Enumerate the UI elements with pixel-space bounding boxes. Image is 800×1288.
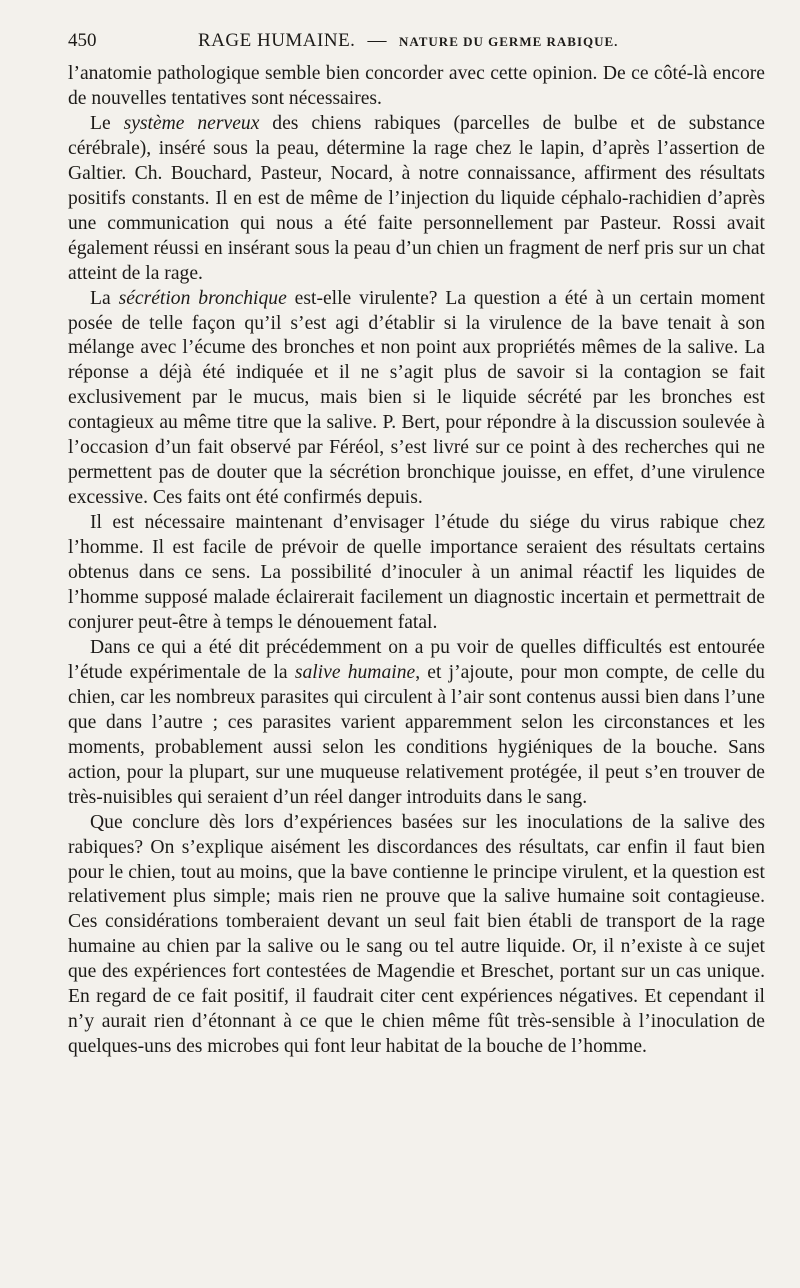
paragraph <box>68 112 765 287</box>
running-title-line <box>198 30 618 52</box>
emphasis-text: sécrétion bronchique <box>118 287 287 309</box>
paragraph <box>68 287 765 512</box>
header-dash: — <box>367 30 387 51</box>
section-title: NATURE DU GERME RABIQUE. <box>398 34 619 49</box>
paragraph-text: Le <box>90 112 124 134</box>
page-number: 450 <box>68 30 97 51</box>
running-header <box>68 30 764 56</box>
paragraph-text: l’anatomie pathologique semble bien concorder avec cette opinion. De ce côté-là encore de nouvelles tentatives sont nécessaires. <box>68 63 765 109</box>
paragraph-text: est-elle virulente? La question a été à un certain moment posée de telle façon qu’il s’est agi d’établir si la virulence de la bave tenait à son mélange avec l’écume des bronches et non point aux propriétés mêmes de la salive. La réponse a déjà été indiquée et il ne s’agit plus de savoir si la contagion se fait exclusivement par le mucus, mais bien si le liquide sécrété par les bronches est contagieux au même titre que la salive. P. Bert, pour répondre à la discussion soulevée à l’occasion d’un fait observé par Féréol, s’est livré sur ce point à des recherches qui ne permettent pas de douter que la sécrétion bronchique jouisse, en effet, d’une virulence excessive. Ces faits ont été confirmés depuis. <box>68 287 765 509</box>
paragraph-text: Il est nécessaire maintenant d’envisager l’étude du siége du virus rabique chez l’homme. Il est facile de prévoir de quelle importance seraient des résultats certains obtenus dans ce sens. La possibilité d’inoculer à un animal réactif les liquides de l’homme supposé malade éclairerait facilement un diagnostic incertain et permettrait de conjurer peut-être à temps le dénouement fatal. <box>68 512 765 633</box>
paragraph-text: Que conclure dès lors d’expériences basées sur les inoculations de la salive des rabiques? On s’explique aisément les discordances des résultats, car enfin il faut bien pour le chien, tout au moins, que la bave contienne le principe virulent, et la question est relativement plus simple; mais rien ne prouve que la salive humaine soit contagieuse. Ces considérations tomberaient devant un seul fait bien établi de transport de la rage humaine au chien par la salive ou le sang ou tel autre liquide. Or, il n’existe à ce sujet que des expériences fort contestées de Magendie et Breschet, portant sur un cas unique. En regard de ce fait positif, il faudrait citer cent expériences négatives. Et cependant il n’y aurait rien d’étonnant à ce que le chien même fût très-sensible à l’inoculation de quelques-uns des microbes qui font leur habitat de la bouche de l’homme. <box>68 811 765 1058</box>
running-title: RAGE HUMAINE. <box>198 30 356 51</box>
paragraph <box>68 636 765 811</box>
paragraph-text: Dans ce qui a été dit précédemment on a pu voir de quelles difficultés est entourée l’étude expérimentale de la <box>68 636 765 683</box>
paragraph <box>68 811 765 1061</box>
paragraph <box>68 511 765 636</box>
paragraph-text: La <box>90 287 119 309</box>
emphasis-text: salive humaine <box>294 661 416 683</box>
paragraph-text: , et j’ajoute, pour mon compte, de celle du chien, car les nombreux parasites qui circulent à l’air sont contenus aussi bien dans l’une que dans l’autre ; ces parasites varient apparemment selon les circonstances et les moments, probablement aussi selon les conditions hygiéniques de la bouche. Sans action, pour la plupart, sur une muqueuse relativement protégée, il peut s’en trouver de très-nuisibles qui seraient d’un réel danger introduits dans le sang. <box>68 661 765 808</box>
body-text <box>68 62 765 1060</box>
emphasis-text: système nerveux <box>123 112 260 134</box>
paragraph <box>68 62 765 112</box>
paragraph-text: des chiens rabiques (parcelles de bulbe et de substance cérébrale), inséré sous la peau, détermine la rage chez le lapin, d’après l’assertion de Galtier. Ch. Bouchard, Pasteur, Nocard, à notre connaissance, affirment des résultats positifs constants. Il en est de même de l’injection du liquide céphalo-rachidien d’après une communication qui nous a été faite personnellement par Pasteur. Rossi avait également réussi en insérant sous la peau d’un chien un fragment de nerf pris sur un chat atteint de la rage. <box>68 112 765 284</box>
